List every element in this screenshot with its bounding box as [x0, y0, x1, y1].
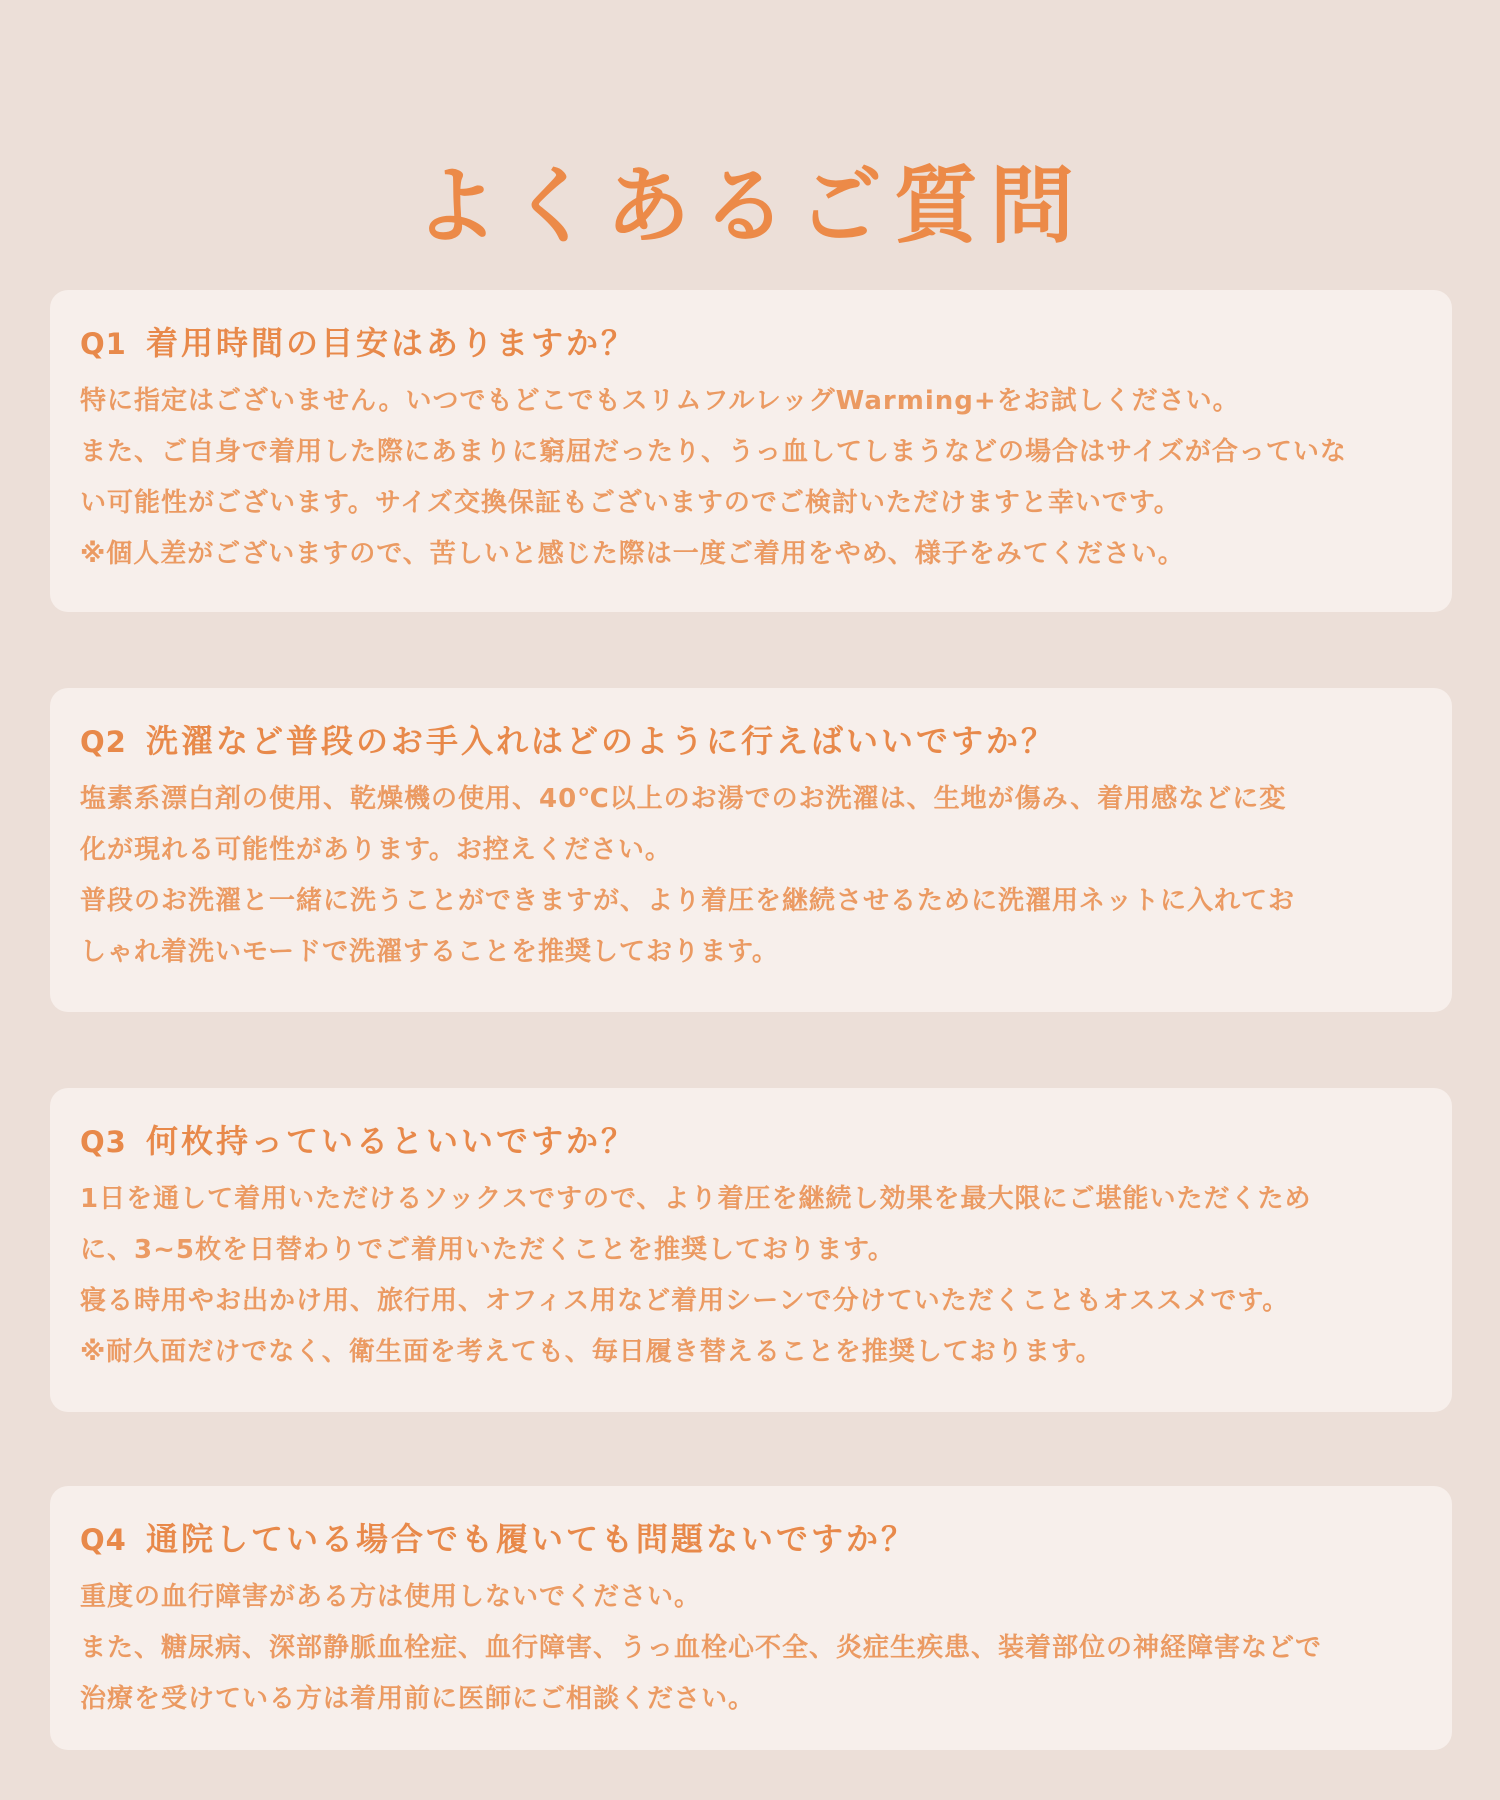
faq-card-q1: [50, 290, 1452, 612]
answer-line: 普段のお洗濯と一緒に洗うことができますが、より着圧を継続させるために洗濯用ネットに入れてお: [80, 886, 1296, 916]
faq-question: [80, 1514, 1422, 1568]
answer-line: 化が現れる可能性があります。お控えください。: [80, 835, 672, 865]
faq-question: [80, 1116, 1422, 1170]
faq-answer: [80, 376, 1422, 580]
question-number: Q4: [80, 1523, 127, 1557]
page-title: よくあるご質問: [413, 157, 1086, 256]
answer-line: い可能性がございます。サイズ交換保証もございますのでご検討いただけますと幸いです。: [80, 488, 1181, 518]
question-text: 着用時間の目安はありますか？: [146, 324, 637, 362]
faq-question: [80, 318, 1422, 372]
faq-answer: [80, 1572, 1422, 1725]
answer-line: 治療を受けている方は着用前に医師にご相談ください。: [80, 1684, 756, 1714]
answer-line: ※耐久面だけでなく、衛生面を考えても、毎日履き替えることを推奨しております。: [80, 1337, 1103, 1367]
question-number: Q1: [80, 327, 127, 361]
answer-line: 寝る時用やお出かけ用、旅行用、オフィス用など着用シーンで分けていただくこともオススメです。: [80, 1286, 1290, 1316]
faq-card-q3: [50, 1088, 1452, 1412]
faq-card-q2: [50, 688, 1452, 1012]
faq-answer: [80, 1174, 1422, 1378]
question-text: 通院している場合でも履いても問題ないですか？: [146, 1520, 917, 1558]
answer-line: ※個人差がございますので、苦しいと感じた際は一度ご着用をやめ、様子をみてください。: [80, 539, 1185, 569]
question-number: Q2: [80, 725, 127, 759]
answer-line: また、ご自身で着用した際にあまりに窮屈だったり、うっ血してしまうなどの場合はサイズが合っていな: [80, 437, 1347, 467]
question-number: Q3: [80, 1125, 127, 1159]
question-text: 何枚持っているといいですか？: [146, 1122, 637, 1160]
answer-line: また、糖尿病、深部静脈血栓症、血行障害、うっ血栓心不全、炎症生疾患、装着部位の神経障害などで: [80, 1633, 1323, 1663]
answer-line: 1日を通して着用いただけるソックスですので、より着圧を継続し効果を最大限にご堪能いただくため: [80, 1184, 1312, 1214]
answer-line: しゃれ着洗いモードで洗濯することを推奨しております。: [80, 937, 779, 967]
faq-question: [80, 716, 1422, 770]
answer-line: に、3~5枚を日替わりでご着用いただくことを推奨しております。: [80, 1235, 895, 1265]
faq-card-q4: [50, 1486, 1452, 1750]
answer-line: 塩素系漂白剤の使用、乾燥機の使用、40℃以上のお湯でのお洗濯は、生地が傷み、着用感などに変: [80, 784, 1287, 814]
faq-answer: [80, 774, 1422, 978]
answer-line: 特に指定はございません。いつでもどこでもスリムフルレッグWarming+をお試しください。: [80, 386, 1240, 416]
question-text: 洗濯など普段のお手入れはどのように行えばいいですか？: [146, 722, 1057, 760]
answer-line: 重度の血行障害がある方は使用しないでください。: [80, 1582, 702, 1612]
